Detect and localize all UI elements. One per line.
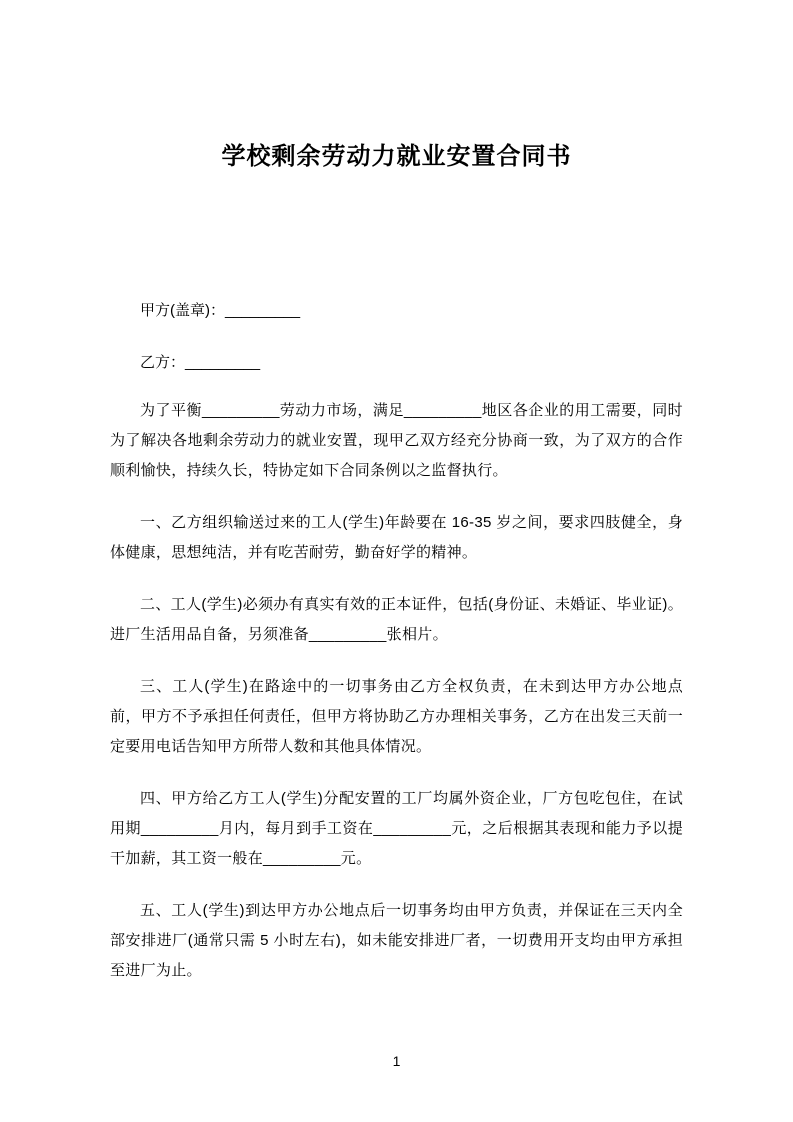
paragraph-clause-5: 五、工人(学生)到达甲方办公地点后一切事务均由甲方负责，并保证在三天内全部安排进厂(通常只需 5 小时左右)，如未能安排进厂者，一切费用开支均由甲方承担至进厂为止。 (110, 902, 683, 979)
paragraph-clause-4: 四、甲方给乙方工人(学生)分配安置的工厂均属外资企业，厂方包吃包住，在试用期_________月内，每月到手工资在_________元，之后根据其表现和能力予以提干加薪，其工资一般在_________元。 (110, 790, 683, 867)
party-b-line: 乙方：_________ (140, 354, 261, 371)
paragraph-clause-3: 三、工人(学生)在路途中的一切事务由乙方全权负责，在未到达甲方办公地点前，甲方不予承担任何责任，但甲方将协助乙方办理相关事务，乙方在出发三天前一定要用电话告知甲方所带人数和其他具体情况。 (110, 678, 683, 755)
page-number: 1 (392, 1053, 401, 1069)
party-a-line: 甲方(盖章)：_________ (140, 302, 301, 319)
paragraph-clause-1: 一、乙方组织输送过来的工人(学生)年龄要在 16-35 岁之间，要求四肢健全，身体健康，思想纯洁，并有吃苦耐劳，勤奋好学的精神。 (110, 514, 683, 561)
paragraph-clause-2: 二、工人(学生)必须办有真实有效的正本证件，包括(身份证、未婚证、毕业证)。进厂生活用品自备，另须准备_________张相片。 (110, 596, 683, 643)
paragraph-intro: 为了平衡_________劳动力市场，满足_________地区各企业的用工需要，同时为了解决各地剩余劳动力的就业安置，现甲乙双方经充分协商一致，为了双方的合作顺利愉快，持续久长，特协定如下合同条例以之监督执行。 (110, 402, 683, 479)
document-title: 学校剩余劳动力就业安置合同书 (221, 143, 572, 170)
